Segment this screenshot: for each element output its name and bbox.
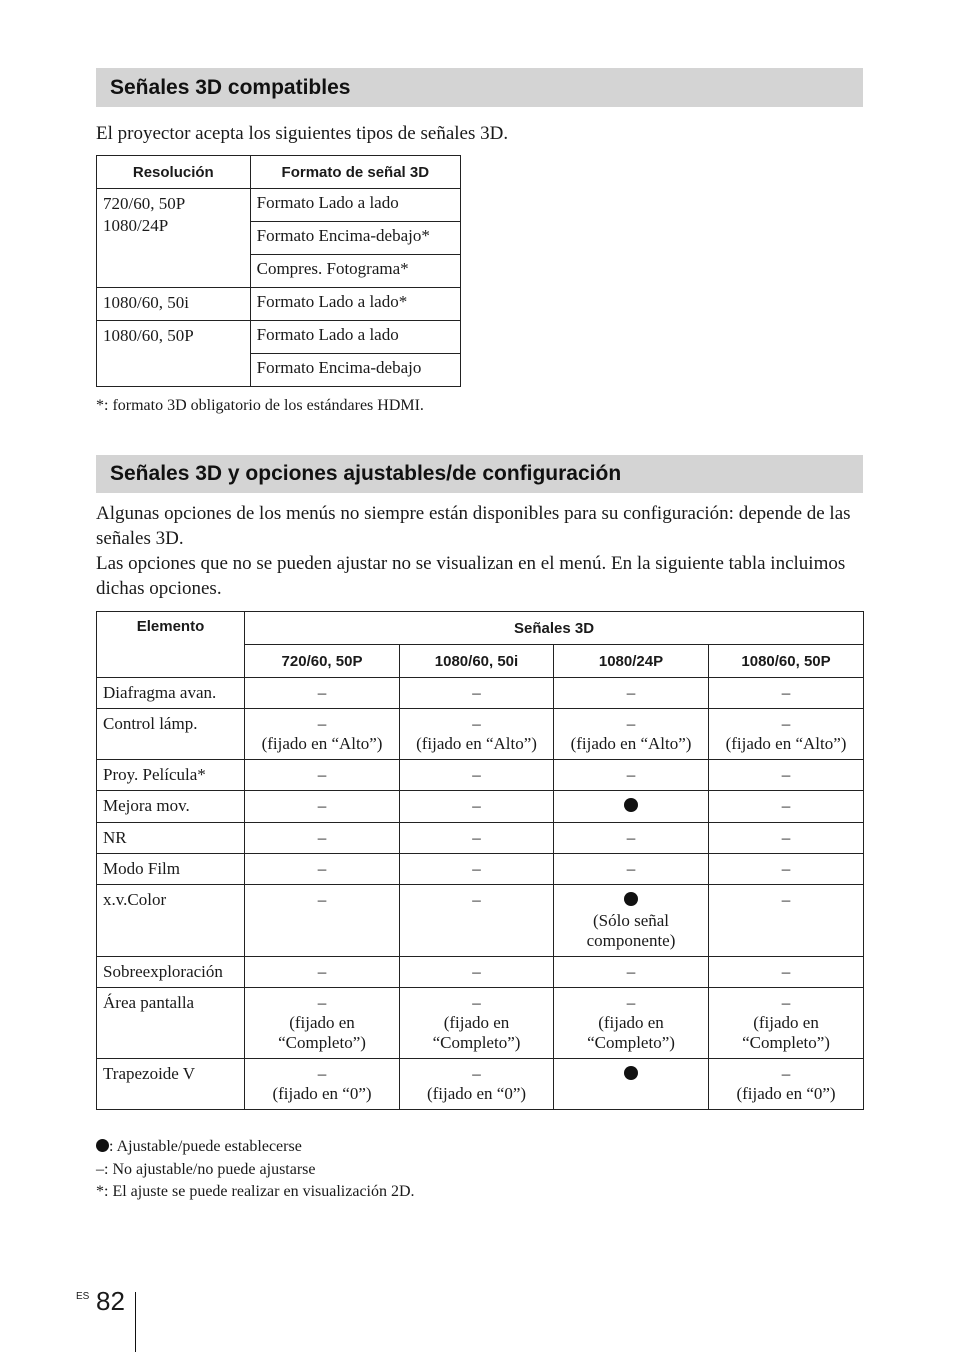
table-row xyxy=(97,854,864,885)
mark: – xyxy=(781,828,791,847)
language-code: ES xyxy=(76,1291,90,1302)
signal-cell xyxy=(554,791,709,823)
signal-cell xyxy=(709,760,864,791)
signal-cell xyxy=(554,760,709,791)
cell-note: (fijado en “0”) xyxy=(736,1084,836,1103)
mark: – xyxy=(472,890,481,909)
mark: – xyxy=(781,714,791,733)
mark: – xyxy=(626,859,636,878)
element-cell: Control lámp. xyxy=(97,709,245,760)
signal-cell xyxy=(709,823,864,854)
signal-cell xyxy=(245,823,400,854)
mark: – xyxy=(317,962,327,981)
legend-text: : El ajuste se puede realizar en visualización 2D. xyxy=(104,1183,415,1200)
section-heading-compatible-signals: Señales 3D compatibles xyxy=(96,68,863,107)
element-cell: Área pantalla xyxy=(97,988,245,1059)
signal-cell xyxy=(709,957,864,988)
format-cell: Formato Lado a lado* xyxy=(250,288,460,321)
table-row xyxy=(97,760,864,791)
mark: – xyxy=(781,765,791,784)
cell-note: (fijado en “Completo”) xyxy=(587,1013,675,1052)
signal-cell xyxy=(709,988,864,1059)
table-row xyxy=(97,988,864,1059)
cell-note: (fijado en “Alto”) xyxy=(570,734,692,753)
header-resolution: Resolución xyxy=(97,156,251,189)
cell-note: (fijado en “0”) xyxy=(272,1084,372,1103)
header-signal: 1080/60, 50i xyxy=(400,645,554,678)
mark: – xyxy=(317,714,327,733)
table-row xyxy=(97,957,864,988)
signal-cell xyxy=(554,823,709,854)
table-row xyxy=(97,823,864,854)
signal-cell xyxy=(245,760,400,791)
signal-cell xyxy=(709,791,864,823)
element-cell: Sobreexploración xyxy=(97,957,245,988)
mark: – xyxy=(781,993,791,1012)
mark: – xyxy=(317,828,327,847)
legend xyxy=(96,1136,415,1204)
legend-2d xyxy=(96,1181,415,1204)
mark: – xyxy=(781,796,791,815)
mark: – xyxy=(472,683,481,702)
table-row xyxy=(97,1059,864,1110)
adjustable-mark xyxy=(556,796,706,817)
signal-cell xyxy=(400,854,554,885)
signal-cell xyxy=(245,885,400,957)
cell-note: (fijado en “0”) xyxy=(426,1084,527,1103)
mark: – xyxy=(781,859,791,878)
adjustable-options-table xyxy=(96,611,864,1110)
table-row xyxy=(97,189,461,222)
legend-not-adjustable xyxy=(96,1159,415,1182)
signal-cell xyxy=(554,709,709,760)
adjustable-mark xyxy=(556,1064,706,1085)
section-heading-adjustable-options: Señales 3D y opciones ajustables/de configuración xyxy=(96,455,863,493)
signal-cell xyxy=(554,1059,709,1110)
table-row xyxy=(97,321,461,354)
mark: – xyxy=(626,828,636,847)
format-cell: Formato Lado a lado xyxy=(250,189,460,222)
mark: – xyxy=(781,962,791,981)
signal-cell xyxy=(709,1059,864,1110)
cell-note: (Sólo señal componente) xyxy=(586,911,676,950)
element-cell: Trapezoide V xyxy=(97,1059,245,1110)
compatible-signals-table xyxy=(96,155,461,387)
signal-cell xyxy=(709,678,864,709)
legend-symbol: – xyxy=(96,1160,104,1178)
format-cell: Formato Encima-debajo xyxy=(250,354,460,387)
mark: – xyxy=(317,796,327,815)
cell-note: (fijado en “Alto”) xyxy=(725,734,847,753)
resolution-cell: 1080/60, 50i xyxy=(97,288,251,321)
signal-cell xyxy=(245,854,400,885)
adjustable-mark xyxy=(556,890,706,911)
page-number: 82 xyxy=(96,1286,125,1316)
signal-cell xyxy=(400,957,554,988)
legend-text: : No ajustable/no puede ajustarse xyxy=(104,1160,316,1178)
signal-cell xyxy=(245,988,400,1059)
signal-cell xyxy=(400,709,554,760)
options-description xyxy=(96,501,863,601)
signal-cell xyxy=(400,678,554,709)
signal-cell xyxy=(554,854,709,885)
signal-cell xyxy=(245,957,400,988)
element-cell: Diafragma avan. xyxy=(97,678,245,709)
signal-cell xyxy=(554,885,709,957)
resolution-cell: 720/60, 50P 1080/24P xyxy=(97,189,251,288)
table-row xyxy=(97,791,864,823)
mark: – xyxy=(472,859,481,878)
signal-cell xyxy=(400,885,554,957)
filled-circle-icon xyxy=(624,798,638,812)
format-cell: Compres. Fotograma* xyxy=(250,255,460,288)
header-element: Elemento xyxy=(97,612,245,678)
element-cell: Proy. Película* xyxy=(97,760,245,791)
header-format: Formato de señal 3D xyxy=(250,156,460,189)
mark: – xyxy=(472,962,481,981)
filled-circle-icon xyxy=(624,892,638,906)
mark: – xyxy=(781,1064,791,1083)
mark: – xyxy=(317,683,327,702)
cell-note: (fijado en “Completo”) xyxy=(278,1013,366,1052)
signal-cell xyxy=(709,709,864,760)
cell-note: (fijado en “Completo”) xyxy=(742,1013,830,1052)
element-cell: Mejora mov. xyxy=(97,791,245,823)
mark: – xyxy=(472,993,481,1012)
paragraph: Las opciones que no se pueden ajustar no se visualizan en el menú. En la siguiente tabla incluimos dichas opciones. xyxy=(96,553,846,599)
mark: – xyxy=(317,859,327,878)
element-cell: Modo Film xyxy=(97,854,245,885)
legend-symbol: * xyxy=(96,1183,104,1200)
signal-cell xyxy=(245,1059,400,1110)
mark: – xyxy=(472,1064,481,1083)
table-row xyxy=(97,885,864,957)
table-row xyxy=(97,709,864,760)
signal-cell xyxy=(245,709,400,760)
mark: – xyxy=(626,714,636,733)
intro-paragraph: El proyector acepta los siguientes tipos de señales 3D. xyxy=(96,123,509,144)
cell-note: (fijado en “Completo”) xyxy=(432,1013,521,1052)
element-cell: x.v.Color xyxy=(97,885,245,957)
mark: – xyxy=(472,714,481,733)
page-divider xyxy=(135,1292,136,1352)
signal-cell xyxy=(400,1059,554,1110)
mark: – xyxy=(317,993,327,1012)
header-signal: 720/60, 50P xyxy=(245,645,400,678)
mark: – xyxy=(626,993,636,1012)
signal-cell xyxy=(245,791,400,823)
signal-cell xyxy=(554,988,709,1059)
signal-cell xyxy=(400,988,554,1059)
signal-cell xyxy=(709,854,864,885)
legend-adjustable xyxy=(96,1136,415,1159)
header-signal: 1080/60, 50P xyxy=(709,645,864,678)
signal-cell xyxy=(554,957,709,988)
header-3d-signals: Señales 3D xyxy=(245,612,864,645)
mark: – xyxy=(317,1064,327,1083)
format-cell: Formato Encima-debajo* xyxy=(250,222,460,255)
mark: – xyxy=(781,683,791,702)
hdmi-footnote: *: formato 3D obligatorio de los estándares HDMI. xyxy=(96,397,424,414)
paragraph: Algunas opciones de los menús no siempre están disponibles para su configuración: depende de las señales 3D. xyxy=(96,503,851,549)
mark: – xyxy=(472,765,481,784)
signal-cell xyxy=(245,678,400,709)
signal-cell xyxy=(400,823,554,854)
mark: – xyxy=(472,796,481,815)
filled-circle-icon xyxy=(624,1066,638,1080)
signal-cell xyxy=(554,678,709,709)
mark: – xyxy=(317,890,327,909)
signal-cell xyxy=(400,760,554,791)
cell-note: (fijado en “Alto”) xyxy=(416,734,537,753)
header-signal: 1080/24P xyxy=(554,645,709,678)
table-row xyxy=(97,678,864,709)
table-row xyxy=(97,288,461,321)
mark: – xyxy=(317,765,327,784)
mark: – xyxy=(626,765,636,784)
mark: – xyxy=(781,890,791,909)
element-cell: NR xyxy=(97,823,245,854)
signal-cell xyxy=(400,791,554,823)
filled-circle-icon xyxy=(96,1139,109,1152)
mark: – xyxy=(472,828,481,847)
cell-note: (fijado en “Alto”) xyxy=(261,734,383,753)
mark: – xyxy=(626,962,636,981)
legend-text: : Ajustable/puede establecerse xyxy=(109,1138,302,1155)
resolution-cell: 1080/60, 50P xyxy=(97,321,251,387)
format-cell: Formato Lado a lado xyxy=(250,321,460,354)
mark: – xyxy=(626,683,636,702)
signal-cell xyxy=(709,885,864,957)
